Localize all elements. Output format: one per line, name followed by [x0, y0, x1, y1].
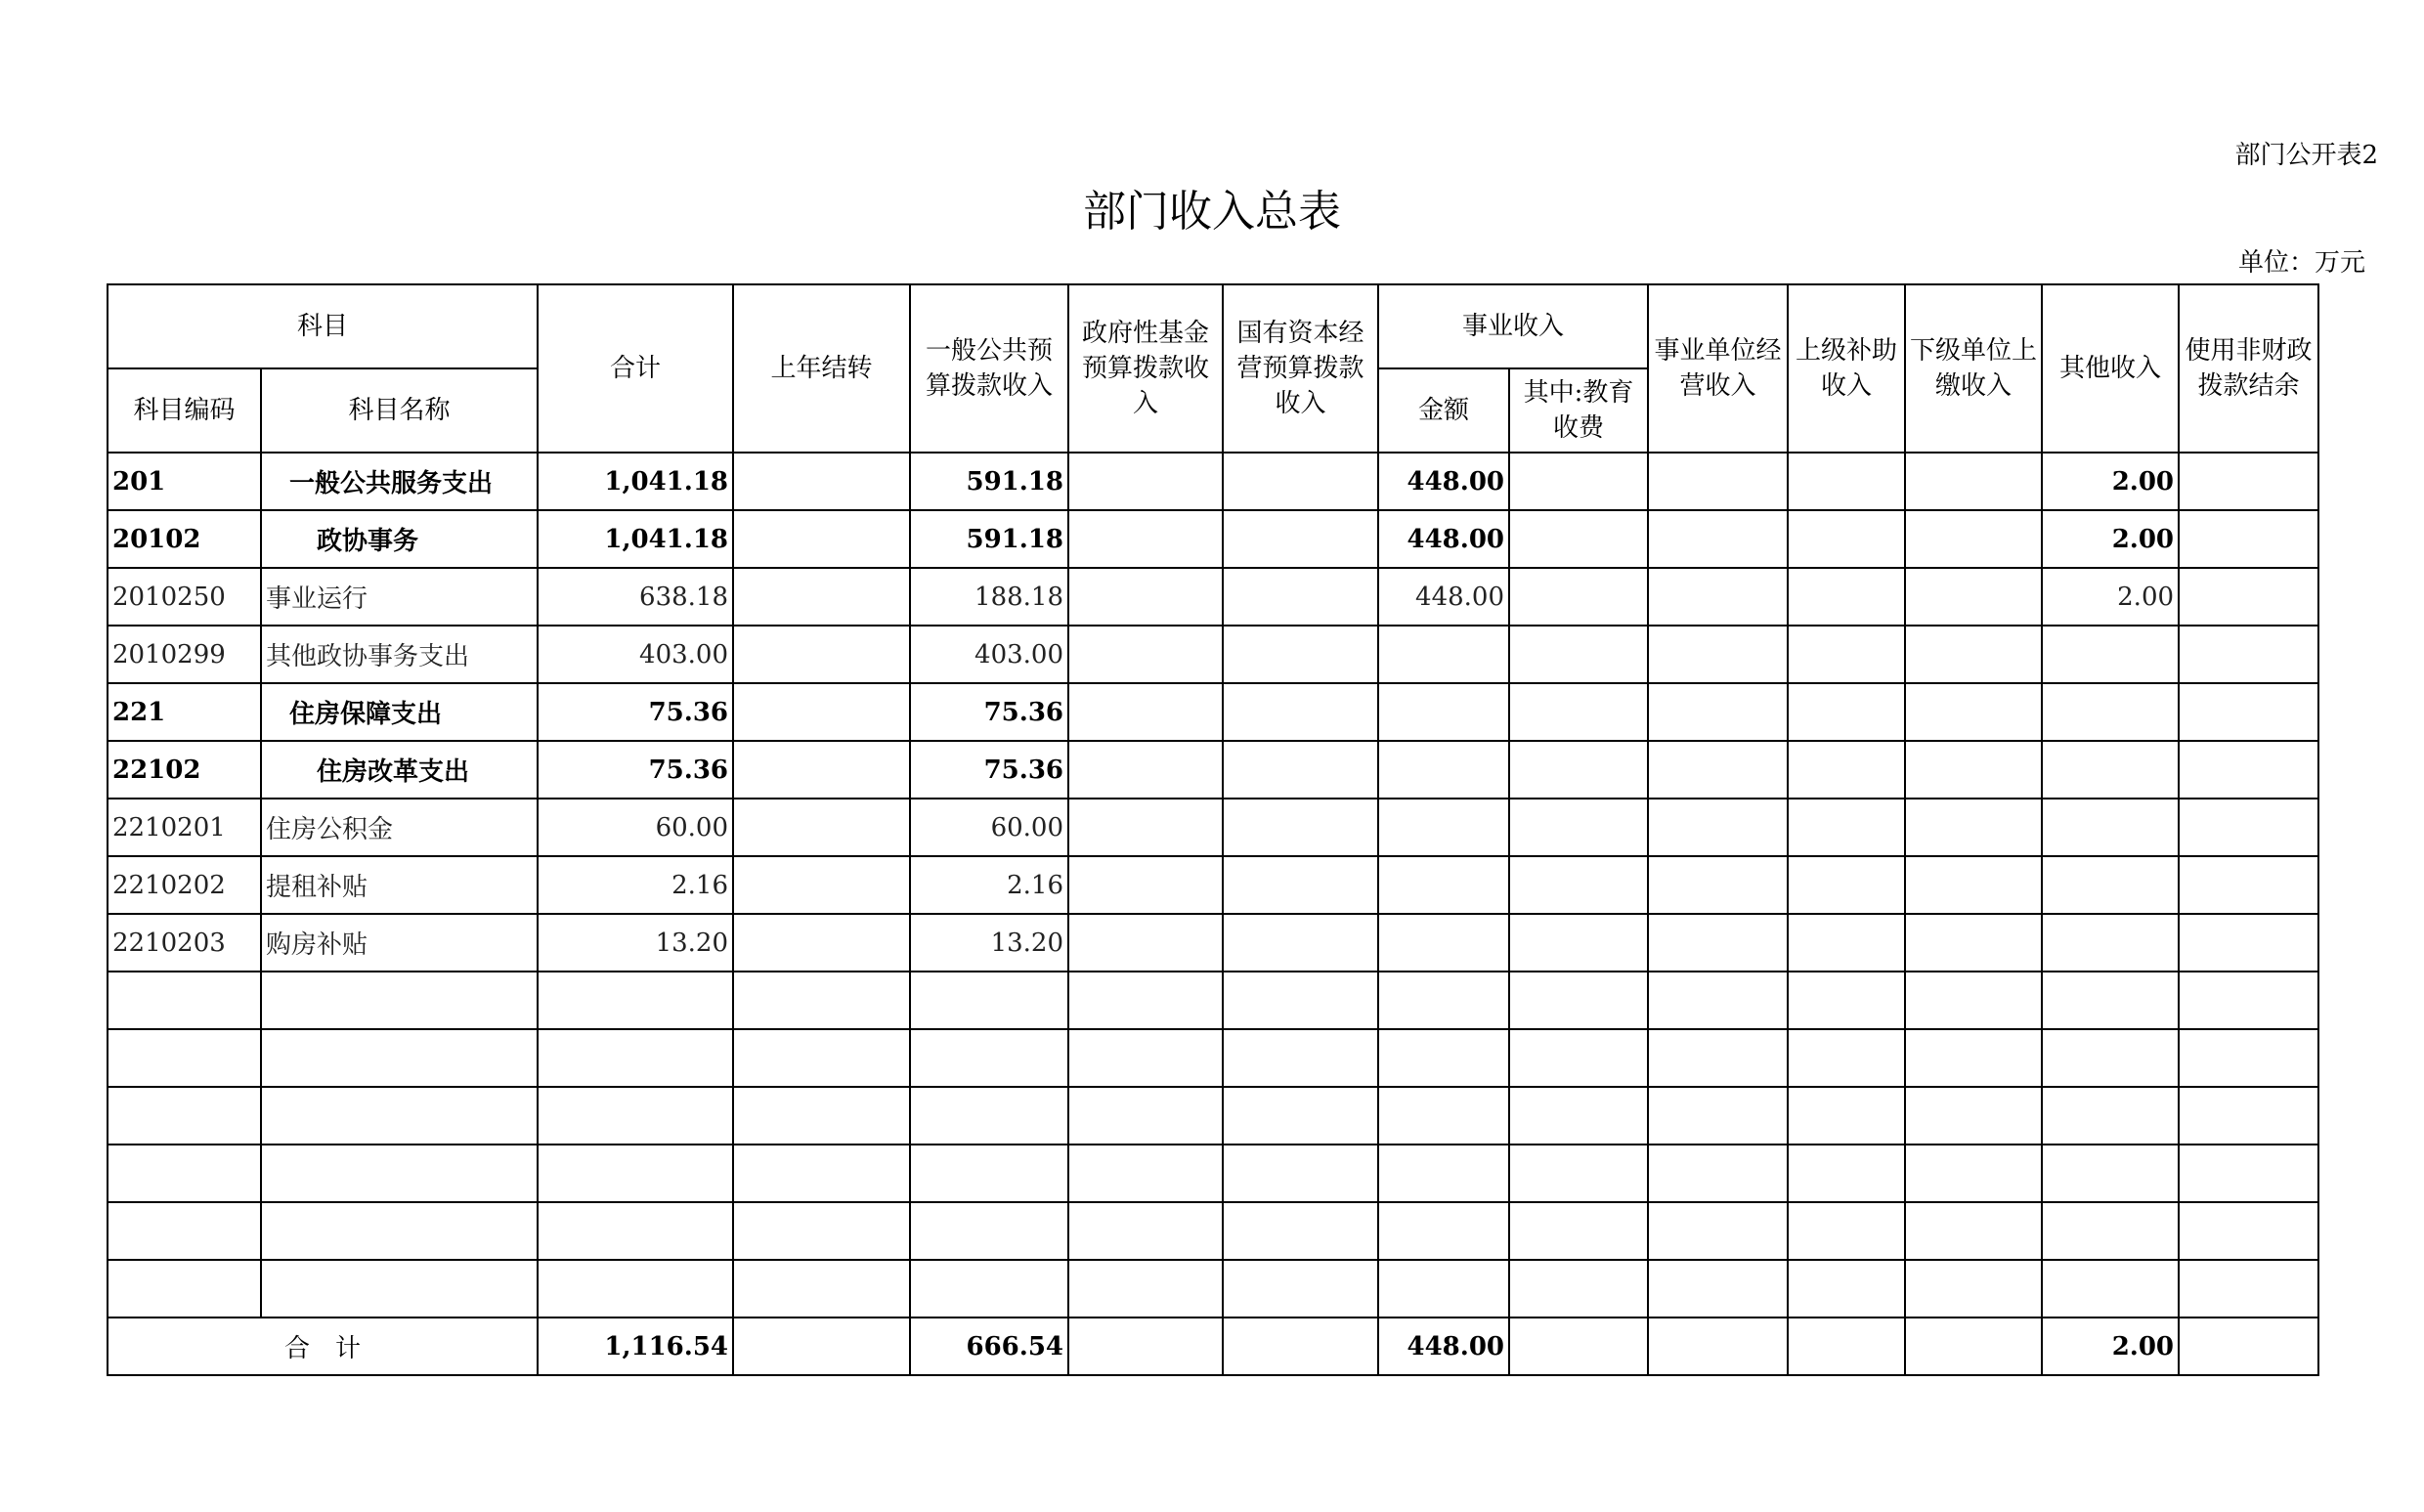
row-education-fee: [1509, 856, 1648, 914]
row-state-capital: [1223, 453, 1378, 510]
row-general: 403.00: [910, 626, 1068, 683]
row-superior-subsidy: [1788, 510, 1905, 568]
row-name: 住房改革支出: [261, 741, 538, 799]
row-state-capital: [1223, 799, 1378, 856]
row-state-capital: [1223, 856, 1378, 914]
summary-label: 合 计: [108, 1318, 538, 1375]
header-gov-fund: 政府性基金预算拨款收入: [1068, 284, 1223, 453]
unit-label: 单位：万元: [2237, 248, 2365, 278]
row-code: 221: [108, 683, 261, 741]
row-superior-subsidy: [1788, 626, 1905, 683]
header-subject-code: 科目编码: [108, 368, 261, 453]
row-non-fiscal: [2179, 799, 2318, 856]
row-general: 591.18: [910, 510, 1068, 568]
empty-row: [108, 1087, 2318, 1145]
row-name: 政协事务: [261, 510, 538, 568]
header-subject: 科目: [108, 284, 538, 368]
row-carryover: [733, 453, 910, 510]
summary-non-fiscal: [2179, 1318, 2318, 1375]
header-business-income: 事业收入: [1378, 284, 1648, 368]
row-gov-fund: [1068, 856, 1223, 914]
row-other: [2042, 626, 2179, 683]
row-business-operating: [1648, 799, 1788, 856]
row-name: 购房补贴: [261, 914, 538, 972]
row-non-fiscal: [2179, 626, 2318, 683]
summary-state-capital: [1223, 1318, 1378, 1375]
header-business-operating: 事业单位经营收入: [1648, 284, 1788, 453]
header-education-fee: 其中:教育收费: [1509, 368, 1648, 453]
row-general: 75.36: [910, 683, 1068, 741]
row-total: 638.18: [538, 568, 733, 626]
row-total: 403.00: [538, 626, 733, 683]
header-general-budget: 一般公共预算拨款收入: [910, 284, 1068, 453]
summary-general: 666.54: [910, 1318, 1068, 1375]
table-row: [108, 856, 2318, 914]
row-code: 2210201: [108, 799, 261, 856]
row-education-fee: [1509, 568, 1648, 626]
row-subordinate-payment: [1905, 510, 2042, 568]
row-business: [1378, 799, 1509, 856]
row-gov-fund: [1068, 568, 1223, 626]
row-superior-subsidy: [1788, 683, 1905, 741]
row-non-fiscal: [2179, 453, 2318, 510]
row-education-fee: [1509, 626, 1648, 683]
row-general: 75.36: [910, 741, 1068, 799]
summary-other: 2.00: [2042, 1318, 2179, 1375]
row-business-operating: [1648, 568, 1788, 626]
row-superior-subsidy: [1788, 741, 1905, 799]
row-education-fee: [1509, 453, 1648, 510]
row-subordinate-payment: [1905, 914, 2042, 972]
row-other: [2042, 914, 2179, 972]
summary-gov-fund: [1068, 1318, 1223, 1375]
row-other: 2.00: [2042, 568, 2179, 626]
row-superior-subsidy: [1788, 568, 1905, 626]
summary-total: 1,116.54: [538, 1318, 733, 1375]
header-subject-name: 科目名称: [261, 368, 538, 453]
row-name: 住房公积金: [261, 799, 538, 856]
table-row: [108, 683, 2318, 741]
row-carryover: [733, 683, 910, 741]
row-business: [1378, 626, 1509, 683]
row-gov-fund: [1068, 683, 1223, 741]
row-name: 其他政协事务支出: [261, 626, 538, 683]
row-non-fiscal: [2179, 741, 2318, 799]
row-total: 1,041.18: [538, 510, 733, 568]
header-state-capital: 国有资本经营预算拨款收入: [1223, 284, 1378, 453]
row-state-capital: [1223, 741, 1378, 799]
row-subordinate-payment: [1905, 453, 2042, 510]
row-education-fee: [1509, 683, 1648, 741]
row-gov-fund: [1068, 914, 1223, 972]
row-total: 60.00: [538, 799, 733, 856]
row-other: [2042, 741, 2179, 799]
table-row: [108, 741, 2318, 799]
header-amount: 金额: [1378, 368, 1509, 453]
header-non-fiscal-balance: 使用非财政拨款结余: [2179, 284, 2318, 453]
row-non-fiscal: [2179, 856, 2318, 914]
row-general: 13.20: [910, 914, 1068, 972]
row-business: 448.00: [1378, 453, 1509, 510]
row-code: 2010250: [108, 568, 261, 626]
row-carryover: [733, 914, 910, 972]
row-name: 事业运行: [261, 568, 538, 626]
row-education-fee: [1509, 510, 1648, 568]
row-business-operating: [1648, 741, 1788, 799]
row-education-fee: [1509, 914, 1648, 972]
row-business-operating: [1648, 626, 1788, 683]
row-business-operating: [1648, 453, 1788, 510]
row-business: [1378, 683, 1509, 741]
row-gov-fund: [1068, 741, 1223, 799]
row-business: 448.00: [1378, 568, 1509, 626]
header-row-1: [108, 284, 2318, 368]
summary-row: [108, 1318, 2318, 1375]
row-total: 13.20: [538, 914, 733, 972]
row-subordinate-payment: [1905, 626, 2042, 683]
row-code: 201: [108, 453, 261, 510]
row-gov-fund: [1068, 799, 1223, 856]
row-other: [2042, 856, 2179, 914]
row-state-capital: [1223, 510, 1378, 568]
row-carryover: [733, 626, 910, 683]
header-other-income: 其他收入: [2042, 284, 2179, 453]
empty-row: [108, 1145, 2318, 1202]
row-name: 提租补贴: [261, 856, 538, 914]
row-gov-fund: [1068, 453, 1223, 510]
empty-row: [108, 1029, 2318, 1087]
row-non-fiscal: [2179, 568, 2318, 626]
summary-business: 448.00: [1378, 1318, 1509, 1375]
row-gov-fund: [1068, 626, 1223, 683]
row-business: [1378, 914, 1509, 972]
table-row: [108, 799, 2318, 856]
summary-superior-subsidy: [1788, 1318, 1905, 1375]
row-general: 2.16: [910, 856, 1068, 914]
row-total: 75.36: [538, 683, 733, 741]
summary-subordinate-payment: [1905, 1318, 2042, 1375]
row-business-operating: [1648, 914, 1788, 972]
row-code: 2210202: [108, 856, 261, 914]
row-subordinate-payment: [1905, 568, 2042, 626]
row-subordinate-payment: [1905, 799, 2042, 856]
income-summary-table: [107, 283, 2319, 1376]
row-other: [2042, 799, 2179, 856]
row-superior-subsidy: [1788, 914, 1905, 972]
row-name: 住房保障支出: [261, 683, 538, 741]
row-general: 60.00: [910, 799, 1068, 856]
summary-business-operating: [1648, 1318, 1788, 1375]
row-other: [2042, 683, 2179, 741]
row-state-capital: [1223, 914, 1378, 972]
row-carryover: [733, 510, 910, 568]
row-total: 2.16: [538, 856, 733, 914]
row-code: 22102: [108, 741, 261, 799]
table-row: [108, 510, 2318, 568]
row-non-fiscal: [2179, 510, 2318, 568]
row-total: 75.36: [538, 741, 733, 799]
row-state-capital: [1223, 626, 1378, 683]
form-number: 部门公开表2: [2234, 141, 2378, 170]
empty-row: [108, 1260, 2318, 1318]
row-state-capital: [1223, 568, 1378, 626]
row-code: 20102: [108, 510, 261, 568]
row-other: 2.00: [2042, 453, 2179, 510]
header-subordinate-payment: 下级单位上缴收入: [1905, 284, 2042, 453]
row-subordinate-payment: [1905, 683, 2042, 741]
row-code: 2010299: [108, 626, 261, 683]
row-business-operating: [1648, 683, 1788, 741]
row-non-fiscal: [2179, 914, 2318, 972]
row-carryover: [733, 741, 910, 799]
row-business-operating: [1648, 510, 1788, 568]
table-row: [108, 914, 2318, 972]
row-general: 188.18: [910, 568, 1068, 626]
row-business: [1378, 741, 1509, 799]
summary-education-fee: [1509, 1318, 1648, 1375]
row-business: 448.00: [1378, 510, 1509, 568]
row-business: [1378, 856, 1509, 914]
row-subordinate-payment: [1905, 741, 2042, 799]
empty-row: [108, 972, 2318, 1029]
empty-row: [108, 1202, 2318, 1260]
summary-carryover: [733, 1318, 910, 1375]
row-code: 2210203: [108, 914, 261, 972]
row-other: 2.00: [2042, 510, 2179, 568]
table-row: [108, 453, 2318, 510]
row-subordinate-payment: [1905, 856, 2042, 914]
header-superior-subsidy: 上级补助收入: [1788, 284, 1905, 453]
row-non-fiscal: [2179, 683, 2318, 741]
header-total: 合计: [538, 284, 733, 453]
row-state-capital: [1223, 683, 1378, 741]
row-name: 一般公共服务支出: [261, 453, 538, 510]
row-superior-subsidy: [1788, 799, 1905, 856]
row-education-fee: [1509, 741, 1648, 799]
row-gov-fund: [1068, 510, 1223, 568]
row-total: 1,041.18: [538, 453, 733, 510]
row-business-operating: [1648, 856, 1788, 914]
table-row: [108, 568, 2318, 626]
row-carryover: [733, 799, 910, 856]
row-carryover: [733, 568, 910, 626]
page-title: 部门收入总表: [1083, 187, 1341, 237]
row-superior-subsidy: [1788, 856, 1905, 914]
table-row: [108, 626, 2318, 683]
row-general: 591.18: [910, 453, 1068, 510]
row-carryover: [733, 856, 910, 914]
row-superior-subsidy: [1788, 453, 1905, 510]
row-education-fee: [1509, 799, 1648, 856]
header-carryover: 上年结转: [733, 284, 910, 453]
